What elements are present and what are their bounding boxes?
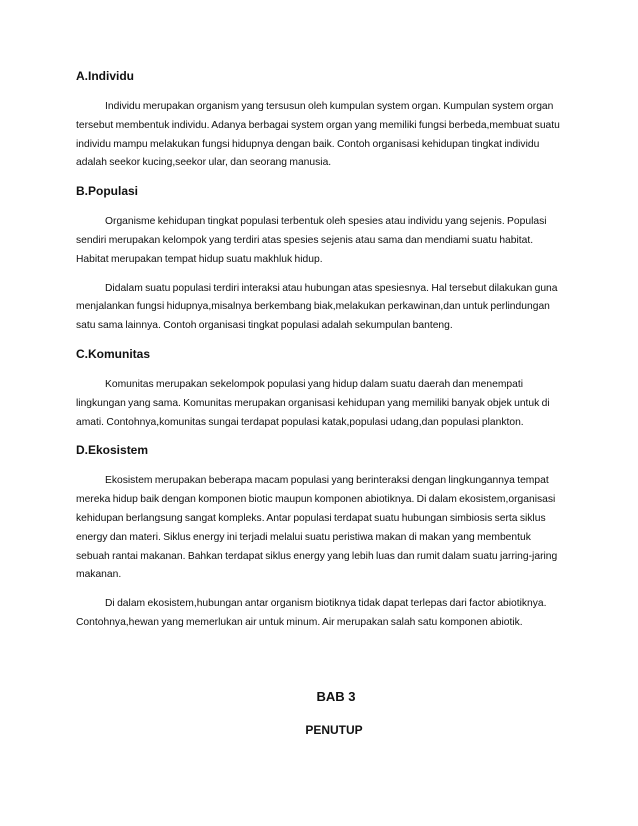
section-heading: D.Ekosistem xyxy=(76,443,149,458)
paragraph: Individu merupakan organism yang tersusun oleh kumpulan system organ. Kumpulan system organ tersebut membentuk individu. Adanya berbagai system organ yang memiliki fungsi berbeda,membuat suatu individu mampu melakukan fungsi hidupnya dengan baik. Contoh organisasi kehidupan tingkat individu adalah seekor kucing,seekor ular, dan seorang manusia. xyxy=(76,101,560,169)
paragraph: Didalam suatu populasi terdiri interaksi atau hubungan atas spesiesnya. Hal tersebut dilakukan guna menjalankan fungsi hidupnya,misalnya berkembang biak,melakukan perkawinan,dan untuk perlindungan satu sama lainnya. Contoh organisasi tingkat populasi adalah sekumpulan banteng. xyxy=(76,282,558,332)
chapter-heading-block xyxy=(0,686,638,739)
paragraph: Organisme kehidupan tingkat populasi terbentuk oleh spesies atau individu yang sejenis. Populasi sendiri merupakan kelompok yang terdiri atas spesies sejenis atau sama dan mendiami suatu habitat. Habitat merupakan tempat hidup suatu makhluk hidup. xyxy=(76,216,547,265)
paragraph: Di dalam ekosistem,hubungan antar organism biotiknya tidak dapat terlepas dari factor abiotiknya. Contohnya,hewan yang memerlukan air untuk minum. Air merupakan salah satu komponen abiotik. xyxy=(76,598,547,628)
chapter-subtitle: PENUTUP xyxy=(305,723,363,737)
section-heading: C.Komunitas xyxy=(76,346,151,361)
document-body xyxy=(76,68,566,643)
paragraph: Ekosistem merupakan beberapa macam populasi yang berinteraksi dengan lingkungannya tempat mereka hidup baik dengan komponen biotic maupun komponen abiotiknya. Di dalam ekosistem,organisasi kehidupan berlangsung sangat kompleks. Antar populasi terdapat suatu hubungan simbiosis serta siklus energy dan materi. Siklus energy ini terjadi melalui suatu peristiwa makan di makan yang membentuk sebuah rantai makanan. Bahkan terdapat siklus energy yang lebih luas dan rumit dalam suatu jarring-jaring makanan. xyxy=(76,475,558,581)
section-heading: A.Individu xyxy=(76,69,134,83)
chapter-title: BAB 3 xyxy=(316,689,356,704)
section-komunitas xyxy=(76,346,566,432)
section-heading: B.Populasi xyxy=(76,184,139,199)
section-individu xyxy=(76,68,566,173)
section-populasi xyxy=(76,183,566,336)
paragraph: Komunitas merupakan sekelompok populasi yang hidup dalam suatu daerah dan menempati lingkungan yang sama. Komunitas merupakan organisasi kehidupan yang memiliki banyak objek untuk di amati. Contohnya,komunitas sungai terdapat populasi katak,populasi udang,dan populasi plankton. xyxy=(76,378,550,428)
section-ekosistem xyxy=(76,442,566,632)
